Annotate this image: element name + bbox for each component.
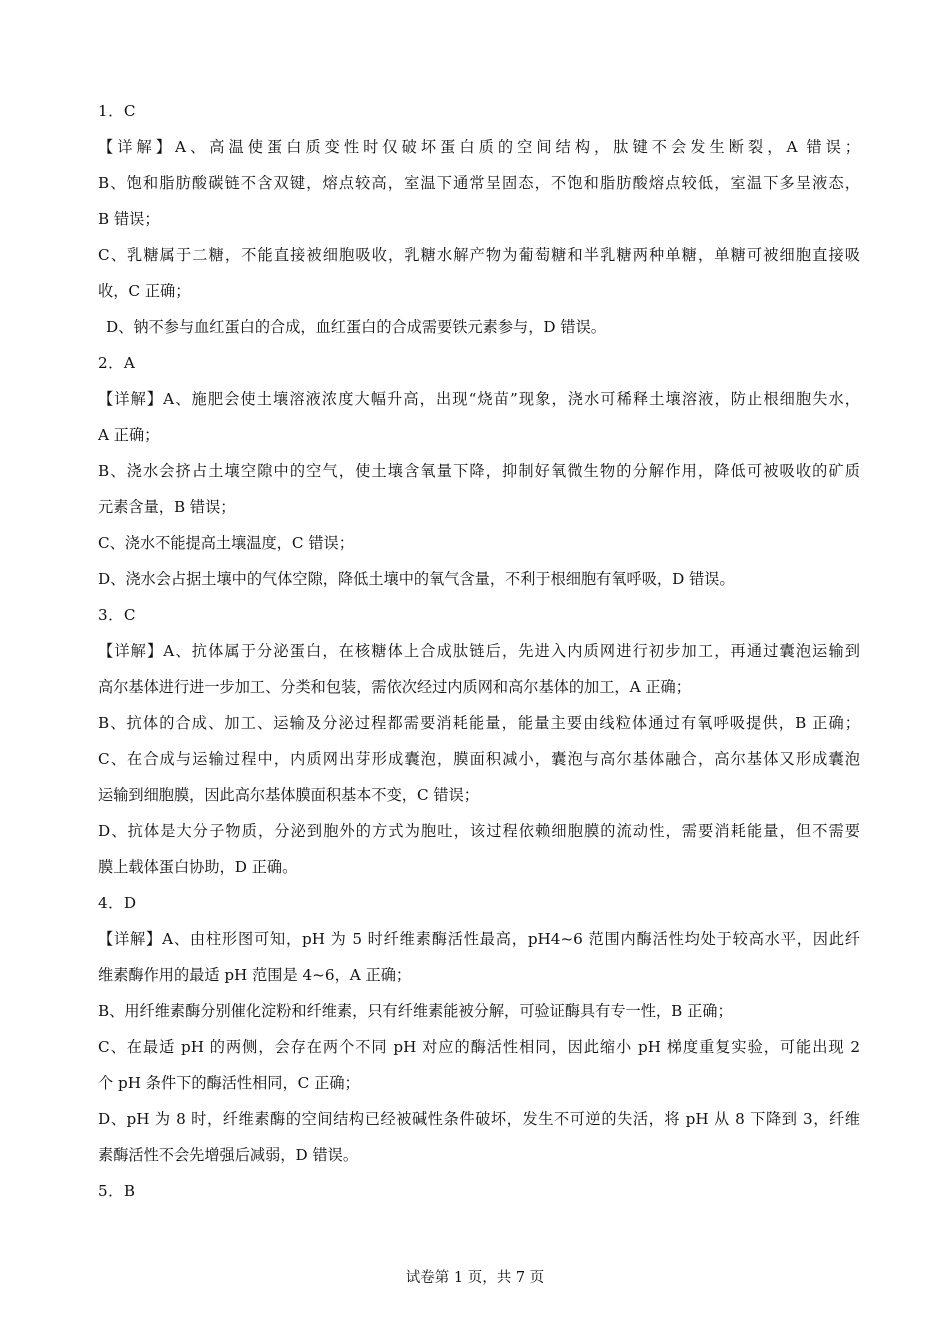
question-1-detail-c: C、乳糖属于二糖，不能直接被细胞吸收，乳糖水解产物为葡萄糖和半乳糖两种单糖，单糖可被细胞直接吸	[98, 246, 860, 264]
question-4-detail-a-cont: 维素酶作用的最适 pH 范围是 4~6，A 正确；	[98, 966, 412, 984]
page-footer: 试卷第 1 页，共 7 页	[405, 1270, 545, 1286]
question-3-number: 3．C	[98, 606, 136, 624]
question-1-detail-a: 【详解】A、高温使蛋白质变性时仅破坏蛋白质的空间结构，肽键不会发生断裂，A 错误；	[98, 138, 860, 156]
question-2-number: 2．A	[98, 354, 136, 372]
question-4-detail-c: C、在最适 pH 的两侧，会存在两个不同 pH 对应的酶活性相同，因此缩小 pH 梯度重复实验，可能出现 2	[98, 1038, 860, 1056]
question-2-detail-b-cont: 元素含量，B 错误；	[98, 498, 236, 516]
question-4-detail-d: D、pH 为 8 时，纤维素酶的空间结构已经被碱性条件破坏，发生不可逆的失活，将 pH 从 8 下降到 3，纤维	[98, 1110, 860, 1128]
question-2-detail-c: C、浇水不能提高土壤温度，C 错误；	[98, 534, 354, 552]
question-2-detail-a-cont: A 正确；	[98, 426, 160, 444]
question-1-detail-c-cont: 收，C 正确；	[98, 282, 191, 300]
question-3-detail-d: D、抗体是大分子物质，分泌到胞外的方式为胞吐，该过程依赖细胞膜的流动性，需要消耗能量，但不需要	[98, 822, 860, 840]
question-4-detail-d-cont: 素酶活性不会先增强后减弱，D 错误。	[98, 1146, 359, 1164]
question-5-number: 5．B	[98, 1182, 136, 1200]
question-1-number: 1．C	[98, 102, 136, 120]
question-2-detail-a: 【详解】A、施肥会使土壤溶液浓度大幅升高，出现“烧苗”现象，浇水可稀释土壤溶液，防止根细胞失水，	[98, 390, 860, 408]
question-3-detail-a: 【详解】A、抗体属于分泌蛋白，在核糖体上合成肽链后，先进入内质网进行初步加工，再通过囊泡运输到	[98, 642, 860, 660]
question-4-detail-c-cont: 个 pH 条件下的酶活性相同，C 正确；	[98, 1074, 360, 1092]
question-2-detail-d: D、浇水会占据土壤中的气体空隙，降低土壤中的氧气含量，不利于根细胞有氧呼吸，D 错误。	[98, 570, 735, 588]
question-3-detail-d-cont: 膜上载体蛋白协助，D 正确。	[98, 858, 298, 876]
question-3-detail-c: C、在合成与运输过程中，内质网出芽形成囊泡，膜面积减小，囊泡与高尔基体融合，高尔基体又形成囊泡	[98, 750, 860, 768]
question-1-detail-b-cont: B 错误；	[98, 210, 160, 228]
question-4-detail-a: 【详解】A、由柱形图可知，pH 为 5 时纤维素酶活性最高，pH4~6 范围内酶活性均处于较高水平，因此纤	[98, 930, 860, 948]
question-3-detail-b: B、抗体的合成、加工、运输及分泌过程都需要消耗能量，能量主要由线粒体通过有氧呼吸提供，B 正确；	[98, 714, 860, 732]
question-1-detail-d: D、钠不参与血红蛋白的合成，血红蛋白的合成需要铁元素参与，D 错误。	[106, 318, 606, 336]
question-3-detail-c-cont: 运输到细胞膜，因此高尔基体膜面积基本不变，C 错误；	[98, 786, 479, 804]
question-4-detail-b: B、用纤维素酶分别催化淀粉和纤维素，只有纤维素能被分解，可验证酶具有专一性，B 正确；	[98, 1002, 733, 1020]
question-3-detail-a-cont: 高尔基体进行进一步加工、分类和包装，需依次经过内质网和高尔基体的加工，A 正确；	[98, 678, 691, 696]
question-2-detail-b: B、浇水会挤占土壤空隙中的空气，使土壤含氧量下降，抑制好氧微生物的分解作用，降低可被吸收的矿质	[98, 462, 860, 480]
question-1-detail-b: B、饱和脂肪酸碳链不含双键，熔点较高，室温下通常呈固态，不饱和脂肪酸熔点较低，室温下多呈液态，	[98, 174, 860, 192]
answer-content	[98, 93, 860, 1209]
question-4-number: 4．D	[98, 894, 137, 912]
